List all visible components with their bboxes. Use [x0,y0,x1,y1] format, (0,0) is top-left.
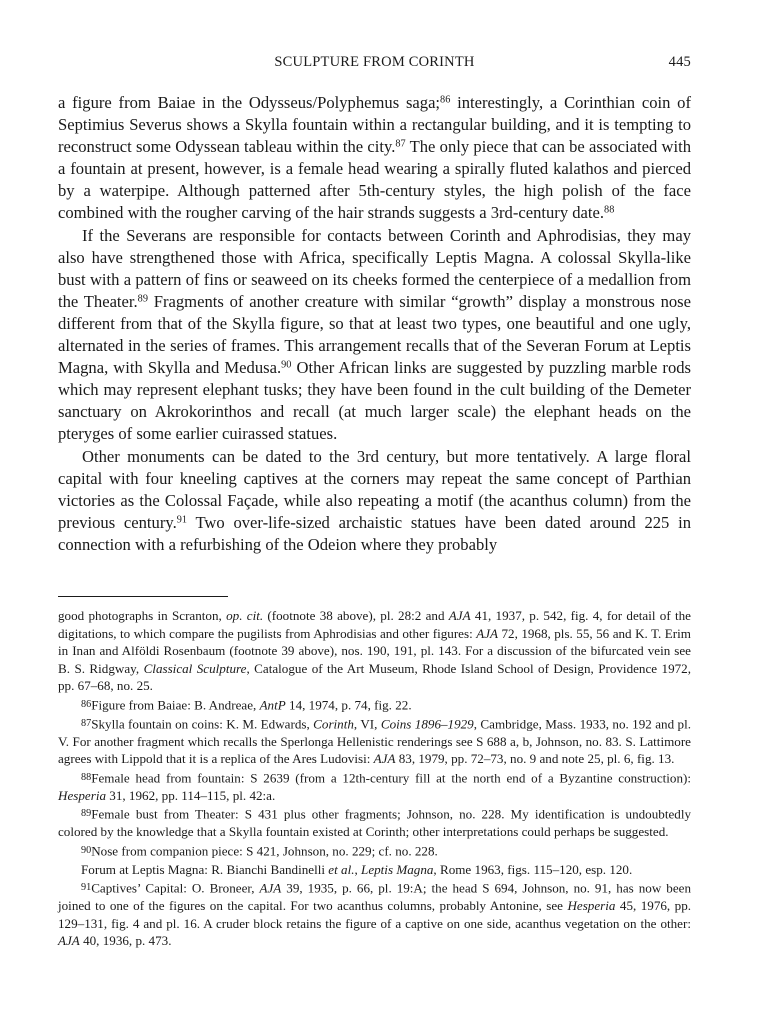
footnote-number: 86 [81,698,92,710]
footnote-ref-87: 87 [395,138,406,150]
italic-run: Hesperia [58,787,107,803]
text-run: Fragments of another creature with similar “growth” display a monstrous nose different from that of the Skylla figure, so that at least two types, one beautiful and one ugly, alternated in the series of frames. This arrangement recalls that of the Severan Forum at Leptis Magna, with Skylla and Medusa. [58,291,691,378]
text-run: Figure from Baiae: B. Andreae, [91,697,260,713]
footnote-ref-89: 89 [137,293,148,305]
text-run: 39, 1935, p. 66, pl. 19:A; the head S 694, Johnson, no. 91, has now been joined to one of the figures on the capital. For two acanthus columns, probably Antonine, see [58,880,691,914]
text-run: , [354,861,362,877]
footnote-ref-86: 86 [440,94,451,106]
italic-run: AntP [259,697,286,713]
footnote-number: 90 [81,844,92,856]
text-run: a figure from Baiae in the Odysseus/Polyphemus saga; [58,93,441,112]
footnote-number: 91 [81,882,92,894]
text-run: Female head from fountain: S 2639 (from a 12th-century fill at the north end of a Byzantine construction): [91,770,691,786]
text-run: If the Severans are responsible for contacts between Corinth and Aphrodisias, they may also have strengthened those with Africa, specifically Leptis Magna. A colossal Skylla-like bust with a pattern of fins or seaweed on its cheeks formed the centerpiece of a medallion from the Theater. [58,225,691,311]
running-title: SCULPTURE FROM CORINTH [274,54,475,70]
text-run: Two over-life-sized archaistic statues have been dated around 225 in connection with a refurbishing of the Odeion where they probably [58,512,691,554]
footnote-91 [58,879,691,950]
footnote-number: 89 [81,808,92,820]
italic-run: et al. [328,861,355,877]
footnote-89 [58,805,691,841]
footnote-number: 87 [81,717,92,729]
footnotes [58,607,691,951]
italic-run: AJA [58,933,80,949]
text-run: interestingly, a Corinthian coin of Septimius Severus shows a Skylla fountain within a rectangular building, and it is tempting to reconstruct some Odyssean tableau within the city. [58,93,691,157]
text-run: Other African links are suggested by puzzling marble rods which may represent elephant tusks; they have been found in the cult building of the Demeter sanctuary on Akrokorinthos and recall (at much larger scale) the elephant heads on the pteryges of some earlier cuirassed statues. [58,358,691,444]
footnote-87 [58,715,691,768]
italic-run: AJA [259,880,282,896]
text-run: 72, 1968, pls. 55, 56 and K. T. Erim in Inan and Alföldi Rosenbaum (footnote 39 above), nos. 190, 191, pl. 143. For a discussion of the bifurcated vein see B. S. Ridgway, [58,625,691,676]
footnote-continuation [58,607,691,695]
text-run: good photographs in Scranton, [58,608,227,623]
text-run: 83, 1979, pp. 72–73, no. 9 and note 25, pl. 6, fig. 13. [395,751,675,767]
text-run: 14, 1974, p. 74, fig. 22. [285,697,412,713]
footnote-90-continued [58,861,691,879]
italic-run: Classical Sculpture [143,660,247,676]
footnote-ref-91: 91 [176,514,187,526]
footnote-ref-88: 88 [604,204,615,216]
italic-run: AJA [373,751,396,767]
page-number: 445 [668,54,691,70]
footnote-divider [58,596,228,597]
text-run: Captives’ Capital: O. Broneer, [91,880,260,896]
body-paragraph-3 [58,446,691,556]
italic-run: Hesperia [567,898,616,914]
text-run: Other monuments can be dated to the 3rd century, but more tentatively. A large floral capital with four kneeling captives at the corners may repeat the same concept of Parthian victories as the Colossal Façade, while also repeating a motif (the acanthus column) from the previous century. [58,446,691,532]
text-run: 31, 1962, pp. 114–115, pl. 42:a. [106,787,276,803]
text-run: Skylla fountain on coins: K. M. Edwards, [91,716,314,732]
text-run: Nose from companion piece: S 421, Johnson, no. 229; cf. no. 228. [91,843,438,859]
italic-run: Corinth [313,716,354,732]
footnote-86 [58,696,691,714]
text-run: Female bust from Theater: S 431 plus other fragments; Johnson, no. 228. My identification is undoubtedly colored by the knowledge that a Skylla fountain existed at Corinth; other interpretations could perhaps be suggested. [58,806,691,840]
italic-run: AJA [448,608,471,623]
footnote-ref-90: 90 [281,359,292,371]
italic-run: Leptis Magna [361,861,434,877]
italic-run: AJA [476,625,499,641]
text-run: , Catalogue of the Art Museum, Rhode Island School of Design, Providence 1972, pp. 67–68, no. 25. [58,660,691,693]
text-run: (footnote 38 above), pl. 28:2 and [263,608,449,623]
text-run: The only piece that can be associated with a fountain at present, however, is a female head wearing a spirally fluted kalathos and pierced by a waterpipe. Although patterned after 5th-century styles, the high polish of the face combined with the rougher carving of the hair strands suggests a 3rd-century date. [58,137,692,223]
text-run: Forum at Leptis Magna: R. Bianchi Bandinelli [81,861,329,877]
running-header [58,54,691,74]
text-run: , Rome 1963, figs. 115–120, esp. 120. [433,861,633,877]
italic-run: op. cit. [226,608,264,623]
text-run: 41, 1937, p. 542, fig. 4, for detail of the digitations, to which compare the pugilists from Aphrodisias and other figures: [58,608,691,641]
body-paragraph-2 [58,225,691,446]
text-run: 45, 1976, pp. 129–131, fig. 4 and pl. 16. A cruder block retains the figure of a captive on one side, acanthus vegetation on the other: [58,898,692,931]
italic-run: Coins 1896–1929 [380,716,474,732]
text-run: , Cambridge, Mass. 1933, no. 192 and pl. V. For another fragment which recalls the Sperlonga Hellenistic renderings see S 688 a, b, Johnson, no. 83. S. Lattimore agrees with Lippold that it is a replica of the Ares Ludovisi: [58,716,691,767]
footnote-88 [58,769,691,805]
footnote-90 [58,842,691,860]
footnote-number: 88 [81,771,92,783]
text-run: , VI, [353,716,381,732]
text-run: 40, 1936, p. 473. [79,933,172,949]
body-paragraph-1 [58,92,691,225]
main-text [58,92,691,556]
